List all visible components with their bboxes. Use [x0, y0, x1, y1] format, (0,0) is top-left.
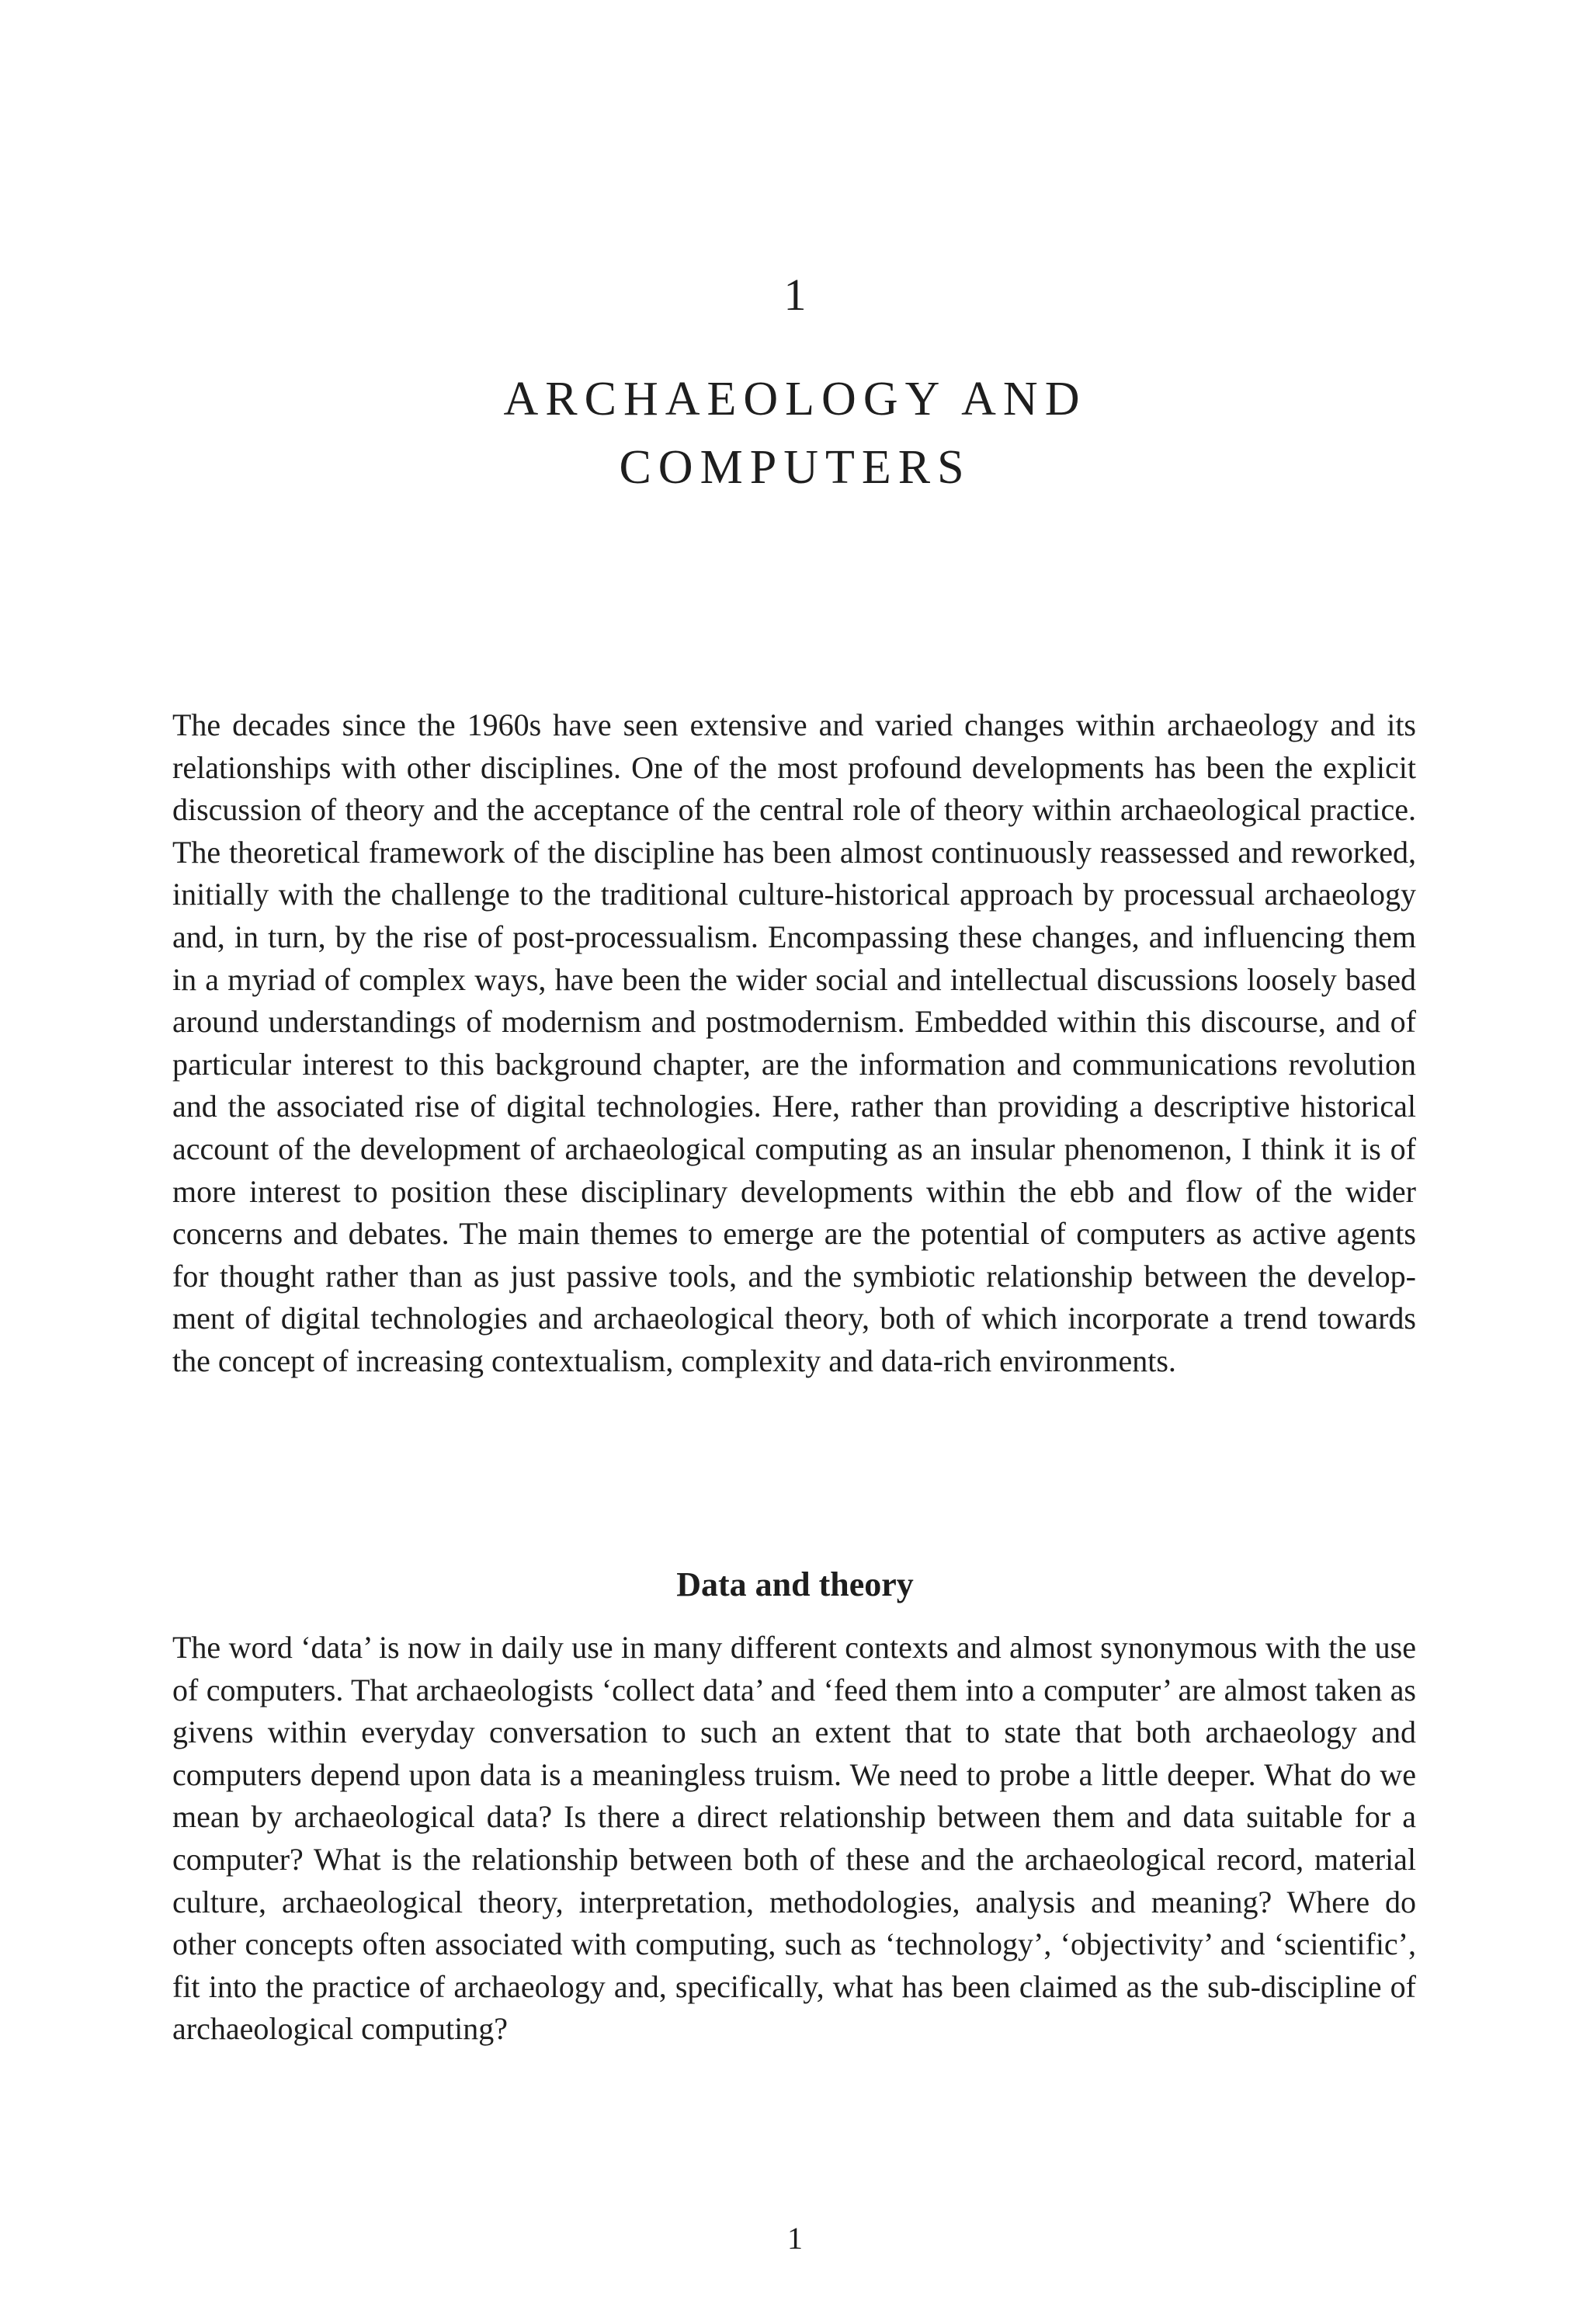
page-number: 1: [787, 2221, 803, 2256]
chapter-title-line-1: ARCHAEOLOGY AND: [503, 373, 1087, 426]
chapter-number: 1: [783, 269, 807, 320]
chapter-title: [0, 365, 1590, 502]
section-paragraph: The word ‘data’ is now in daily use in many different contexts and almost synonymous with the use of computers. That archaeologists ‘collect data’ and ‘feed them into a computer’ are almost taken as givens within everyday conversation to such an extent that to state that both archaeology and computers depend upon data is a meaningless truism. We need to probe a little deeper. What do we mean by archaeological data? Is there a direct relationship between them and data suitable for a computer? What is the relationship between both of these and the archaeological record, material culture, archaeological theory, interpretation, methodologies, analysis and meaning? Where do other concepts often associated with computing, such as ‘technology’, ‘objectivity’ and ‘scientific’, fit into the practice of archaeology and, specifically, what has been claimed as the sub-discipline of archaeological computing?: [172, 1630, 1416, 2047]
intro-paragraph: The decades since the 1960s have seen extensive and varied changes within archaeology and its relationships with other disciplines. One of the most profound developments has been the explicit discussion of theory and the acceptance of the central role of theory within archaeological practice. The theoretical framework of the discipline has been almost continuously reassessed and reworked, initially with the challenge to the traditional culture-historical approach by processual archaeology and, in turn, by the rise of post-processualism. Encompassing these changes, and influencing them in a myriad of complex ways, have been the wider social and intellectual discussions loosely based around understandings of modernism and postmodernism. Embedded within this discourse, and of particular interest to this background chapter, are the information and communications revolution and the associated rise of digital technologies. Here, rather than providing a descriptive historical account of the development of archaeological computing as an insular phenomenon, I think it is of more interest to position these disciplinary developments within the ebb and flow of the wider concerns and debates. The main themes to emerge are the potential of computers as active agents for thought rather than as just passive tools, and the symbiotic relationship between the development of digital technologies and archaeological theory, both of which incorporate a trend towards the concept of increasing contextualism, complexity and data-rich environments.: [172, 707, 1416, 1378]
chapter-title-line-2: COMPUTERS: [619, 441, 971, 494]
section-heading: Data and theory: [676, 1565, 914, 1603]
